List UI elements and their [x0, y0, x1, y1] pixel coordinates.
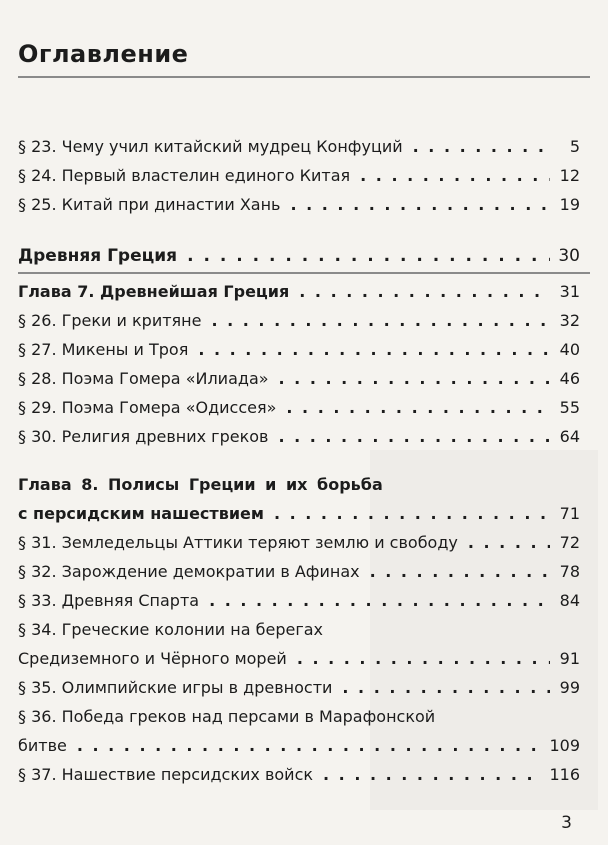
leader-dots [299, 282, 550, 301]
toc-entry [18, 398, 580, 424]
leader-dots [413, 137, 550, 156]
toc-entry [18, 311, 580, 337]
toc-entry-label: Средиземного и Чёрного морей [18, 649, 287, 668]
toc-entry-page: 31 [559, 282, 580, 301]
toc-entry-label: § 33. Древняя Спарта [18, 591, 200, 610]
toc-entry-continued [18, 736, 580, 762]
toc-entry [18, 620, 580, 646]
section-rule [18, 272, 590, 274]
toc-chapter [18, 475, 580, 501]
toc-entry-label: Глава 8. Полисы Греции и их борьба [18, 475, 383, 494]
toc-entry [18, 707, 580, 733]
toc-entry-page: 40 [559, 340, 580, 359]
toc-entry-page: 91 [559, 649, 580, 668]
toc-entry-label: § 26. Греки и критяне [18, 311, 202, 330]
leader-dots [278, 427, 550, 446]
toc-entry [18, 427, 580, 453]
toc-entry [18, 678, 580, 704]
toc-entry-label: § 28. Поэма Гомера «Илиада» [18, 369, 269, 388]
toc-entry [18, 166, 580, 192]
toc-entry-label: Глава 7. Древнейшая Греция [18, 282, 290, 301]
toc-entry-label: § 23. Чему учил китайский мудрец Конфуций [18, 137, 403, 156]
toc-entry-page: 5 [569, 137, 580, 156]
page-number: 3 [561, 813, 572, 833]
leader-dots [360, 166, 550, 185]
toc-entry-label: § 25. Китай при династии Хань [18, 195, 281, 214]
leader-dots [468, 533, 550, 552]
toc-entry-label: § 31. Земледельцы Аттики теряют землю и свободу [18, 533, 458, 552]
leader-dots [342, 678, 550, 697]
toc-chapter [18, 282, 580, 308]
title-rule [18, 76, 590, 78]
leader-dots [370, 562, 550, 581]
toc-entry-label: § 24. Первый властелин единого Китая [18, 166, 351, 185]
toc-entry-label: § 29. Поэма Гомера «Одиссея» [18, 398, 277, 417]
toc-entry-page: 46 [559, 369, 580, 388]
toc-entry-page: 32 [559, 311, 580, 330]
toc-entry-page: 30 [558, 246, 580, 266]
toc-chapter-continued [18, 504, 580, 530]
toc-entry-label: с персидским нашествием [18, 504, 264, 523]
leader-dots [274, 504, 550, 523]
toc-entry-page: 116 [549, 765, 580, 784]
toc-entry [18, 562, 580, 588]
toc-entry [18, 137, 580, 163]
toc-entry-page: 72 [559, 533, 580, 552]
toc-entry [18, 340, 580, 366]
toc-entry-page: 19 [559, 195, 580, 214]
toc-entry-label: § 37. Нашествие персидских войск [18, 765, 314, 784]
page-title: Оглавление [18, 40, 189, 68]
toc-entry-page: 78 [559, 562, 580, 581]
toc-entry-page: 12 [559, 166, 580, 185]
toc-entry-page: 84 [559, 591, 580, 610]
toc-entry-label: § 27. Микены и Троя [18, 340, 189, 359]
leader-dots [77, 736, 544, 755]
leader-dots [286, 398, 550, 417]
toc-entry-continued [18, 649, 580, 675]
leader-dots [209, 591, 550, 610]
toc-section [18, 246, 580, 272]
toc-entry-label: Древняя Греция [18, 246, 178, 266]
toc-entry-label: § 32. Зарождение демократии в Афинах [18, 562, 360, 581]
leader-dots [187, 246, 550, 266]
leader-dots [198, 340, 550, 359]
toc-entry-label: § 34. Греческие колонии на берегах [18, 620, 324, 639]
toc-entry-page: 64 [559, 427, 580, 446]
toc-entry-label: битве [18, 736, 67, 755]
leader-dots [211, 311, 550, 330]
leader-dots [323, 765, 543, 784]
toc-entry-label: § 30. Религия древних греков [18, 427, 269, 446]
toc-entry [18, 533, 580, 559]
toc-entry [18, 765, 580, 791]
toc-entry-page: 55 [559, 398, 580, 417]
toc-entry-label: § 35. Олимпийские игры в древности [18, 678, 333, 697]
toc-entry-page: 109 [549, 736, 580, 755]
leader-dots [279, 369, 550, 388]
toc-entry [18, 195, 580, 221]
leader-dots [297, 649, 550, 668]
toc-entry-page: 99 [559, 678, 580, 697]
toc-entry-label: § 36. Победа греков над персами в Марафонской [18, 707, 436, 726]
leader-dots [290, 195, 550, 214]
toc-entry [18, 369, 580, 395]
toc-entry-page: 71 [559, 504, 580, 523]
toc-entry [18, 591, 580, 617]
